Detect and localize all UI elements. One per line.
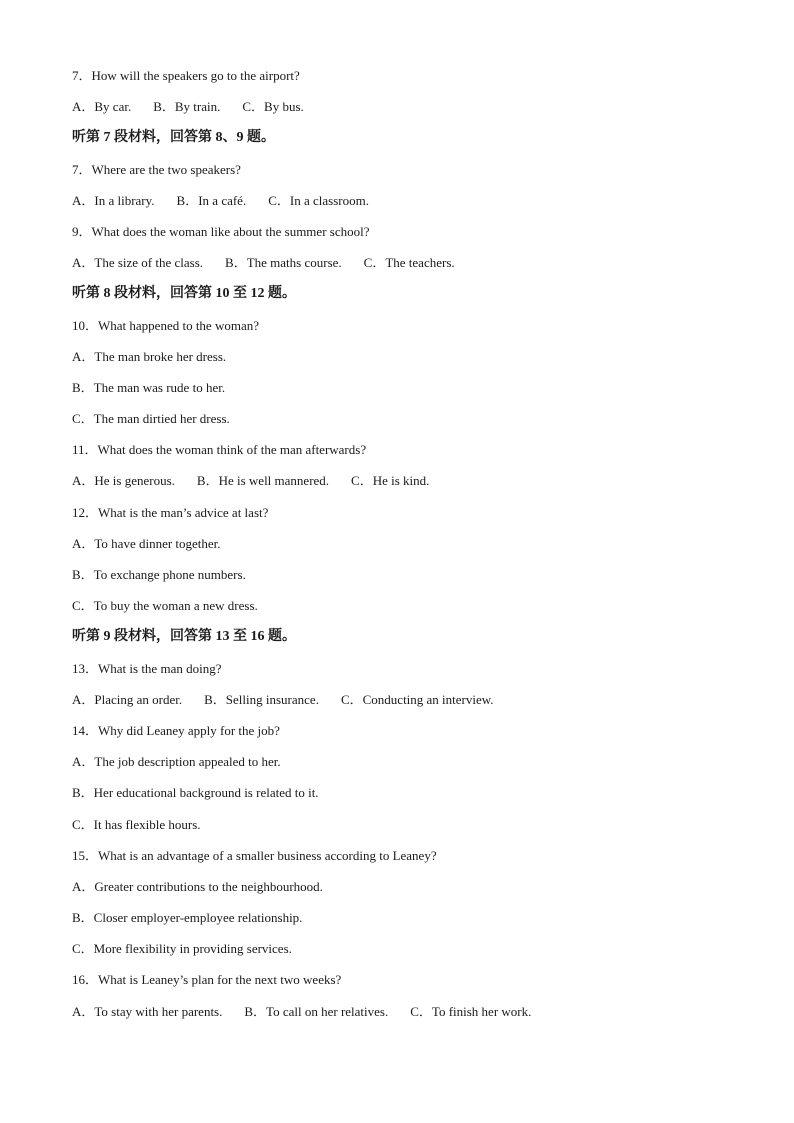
option-row xyxy=(72,95,732,126)
answer-option: A．By car. xyxy=(72,99,132,115)
answer-option: A．To stay with her parents. xyxy=(72,1003,223,1019)
section-heading: 听第 8 段材料，回答第 10 至 12 题。 xyxy=(72,286,296,302)
answer-option: C．He is kind. xyxy=(351,473,430,489)
exam-page xyxy=(72,64,732,1031)
option-row xyxy=(72,1000,732,1031)
question-text: 13．What is the man doing? xyxy=(72,660,222,676)
question-text: 16．What is Leaney’s plan for the next two weeks? xyxy=(72,972,342,988)
answer-option: B．By train. xyxy=(153,99,221,115)
option-row xyxy=(72,189,732,220)
question-text: 15．What is an advantage of a smaller business according to Leaney? xyxy=(72,847,437,863)
answer-option: B．In a café. xyxy=(176,192,247,208)
question-text: 7．Where are the two speakers? xyxy=(72,161,241,177)
answer-option: C．In a classroom. xyxy=(268,192,369,208)
question-text: 11．What does the woman think of the man afterwards? xyxy=(72,442,367,458)
answer-option: C．Conducting an interview. xyxy=(340,691,494,707)
question-text: 7．How will the speakers go to the airport? xyxy=(72,68,300,83)
answer-option: B．Her educational background is related to it. xyxy=(72,785,319,801)
answer-option: B．He is well mannered. xyxy=(196,473,330,489)
option-row xyxy=(72,688,732,719)
answer-option: C．To finish her work. xyxy=(410,1003,532,1019)
option-row xyxy=(72,251,732,282)
answer-option: C．It has flexible hours. xyxy=(72,816,201,832)
section-heading: 听第 9 段材料，回答第 13 至 16 题。 xyxy=(72,629,296,645)
answer-option: A．The man broke her dress. xyxy=(72,348,227,364)
question-text: 14．Why did Leaney apply for the job? xyxy=(72,722,280,738)
answer-option: C．The man dirtied her dress. xyxy=(72,411,230,427)
answer-option: B．Selling insurance. xyxy=(204,691,319,707)
answer-option: A．He is generous. xyxy=(72,473,175,489)
question-text: 9．What does the woman like about the summer school? xyxy=(72,223,370,239)
answer-option: A．Greater contributions to the neighbourhood. xyxy=(72,878,323,894)
answer-option: C．More flexibility in providing services. xyxy=(72,941,292,957)
question-text: 10．What happened to the woman? xyxy=(72,317,259,333)
answer-option: C．To buy the woman a new dress. xyxy=(72,598,258,614)
answer-option: C．The teachers. xyxy=(363,255,455,271)
answer-option: B．The maths course. xyxy=(225,255,342,271)
answer-option: A．Placing an order. xyxy=(72,691,183,707)
option-row xyxy=(72,469,732,500)
answer-option: A．In a library. xyxy=(72,192,155,208)
answer-option: A．The size of the class. xyxy=(72,255,204,271)
answer-option: A．The job description appealed to her. xyxy=(72,754,281,770)
answer-option: C．By bus. xyxy=(242,99,304,115)
answer-option: B．To exchange phone numbers. xyxy=(72,567,246,582)
answer-option: B．Closer employer-employee relationship. xyxy=(72,910,303,926)
section-heading: 听第 7 段材料，回答第 8、9 题。 xyxy=(72,130,275,146)
question-text: 12．What is the man’s advice at last? xyxy=(72,504,269,520)
answer-option: B．The man was rude to her. xyxy=(72,379,226,395)
answer-option: B．To call on her relatives. xyxy=(244,1003,389,1019)
answer-option: A．To have dinner together. xyxy=(72,535,221,551)
